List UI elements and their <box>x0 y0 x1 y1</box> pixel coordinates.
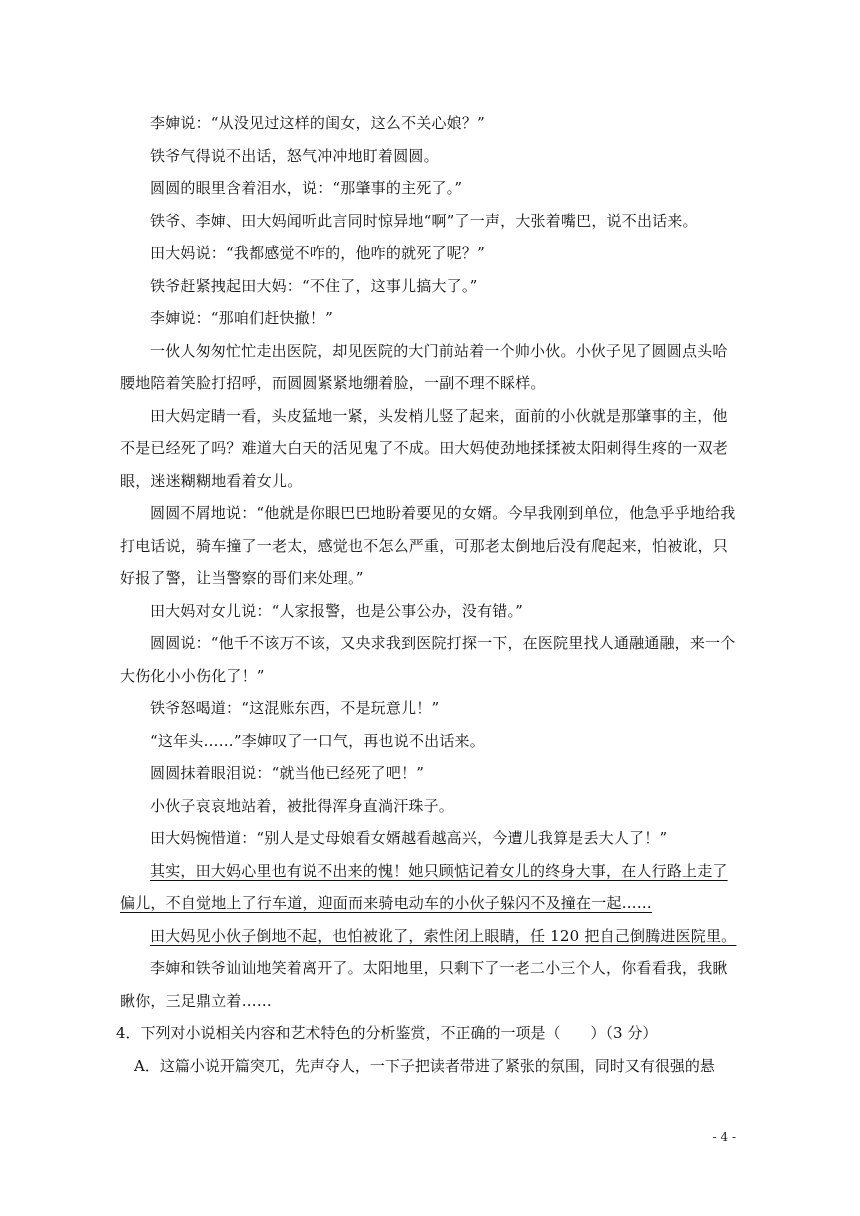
paragraph: 田大妈惋惜道：“别人是丈母娘看女婿越看越高兴，今遭儿我算是丢大人了！” <box>150 829 668 847</box>
paragraph: 田大妈对女儿说：“人家报警，也是公事公办，没有错。” <box>150 601 524 620</box>
paragraph: 李婶说：“从没见过这样的闺女，这么不关心娘？” <box>150 114 485 132</box>
paragraph: 李婶说：“那咱们赶快撤！” <box>150 309 333 327</box>
underlined-text: 田大妈见小伙子倒地不起，也怕被讹了，索性闭上眼睛，任 120 把自己倒腾进医院里。 <box>150 926 737 945</box>
underlined-paragraph <box>120 855 740 920</box>
paragraph: “这年头……”李婶叹了一口气，再也说不出话来。 <box>150 731 485 750</box>
paragraph: 铁爷、李婶、田大妈闻听此言同时惊异地“啊”了一声，大张着嘴巴，说不出话来。 <box>150 211 698 230</box>
paragraph: 小伙子哀哀地站着，被批得浑身直淌汗珠子。 <box>150 796 455 815</box>
paragraph: 铁爷赶紧拽起田大妈：“不住了，这事儿搞大了。” <box>150 276 478 295</box>
paragraph: 铁爷气得说不出话，怒气冲冲地盯着圆圆。 <box>150 146 439 165</box>
question-4: 4．下列对小说相关内容和艺术特色的分析鉴赏，不正确的一项是（ ）（3 分） <box>116 1024 658 1042</box>
paragraph: 田大妈说：“我都感觉不咋的，他咋的就死了呢？” <box>150 244 485 262</box>
paragraph: 圆圆说：“他千不该万不该，又央求我到医院打探一下，在医院里找人通融通融，来一个大伤化小小伤化了！” <box>120 634 736 685</box>
paragraph: 圆圆的眼里含着泪水，说：“那肇事的主死了。” <box>150 179 463 197</box>
paragraph: 一伙人匆匆忙忙走出医院，却见医院的大门前站着一个帅小伙。小伙子见了圆圆点头哈腰地陪着笑脸打招呼，而圆圆紧紧地绷着脸，一副不理不睬样。 <box>120 341 728 392</box>
paragraph: 铁爷怒喝道：“这混账东西，不是玩意儿！” <box>150 699 440 717</box>
paragraph: 李婶和铁爷讪讪地笑着离开了。太阳地里，只剩下了一老二小三个人，你看看我，我瞅瞅你，三足鼎立着…… <box>120 959 728 1010</box>
underlined-paragraph <box>120 920 740 953</box>
paragraph: 田大妈定睛一看，头皮猛地一紧，头发梢儿竖了起来，面前的小伙就是那肇事的主，他不是已经死了吗？难道大白天的活见鬼了不成。田大妈使劲地揉揉被太阳刺得生疼的一双老眼，迷迷糊糊地看着女儿。 <box>120 406 729 490</box>
paragraph: 圆圆不屑地说：“他就是你眼巴巴地盼着要见的女婿。今早我刚到单位，他急乎乎地给我打电话说，骑车撞了一老太，感觉也不怎么严重，可那老太倒地后没有爬起来，怕被讹，只好报了警，让当警察的哥们来处理。” <box>120 504 736 587</box>
option-a: A．这篇小说开篇突兀，先声夺人，一下子把读者带进了紧张的氛围，同时又有很强的悬 <box>134 1056 715 1075</box>
page-number: - 4 - <box>712 1130 736 1144</box>
document-body <box>116 107 740 1082</box>
underlined-text: 其实，田大妈心里也有说不出来的愧！她只顾惦记着女儿的终身大事，在人行路上走了偏儿，不自觉地上了行车道，迎面而来骑电动车的小伙子躲闪不及撞在一起…… <box>120 861 728 912</box>
paragraph: 圆圆抹着眼泪说：“就当他已经死了吧！” <box>150 764 425 782</box>
